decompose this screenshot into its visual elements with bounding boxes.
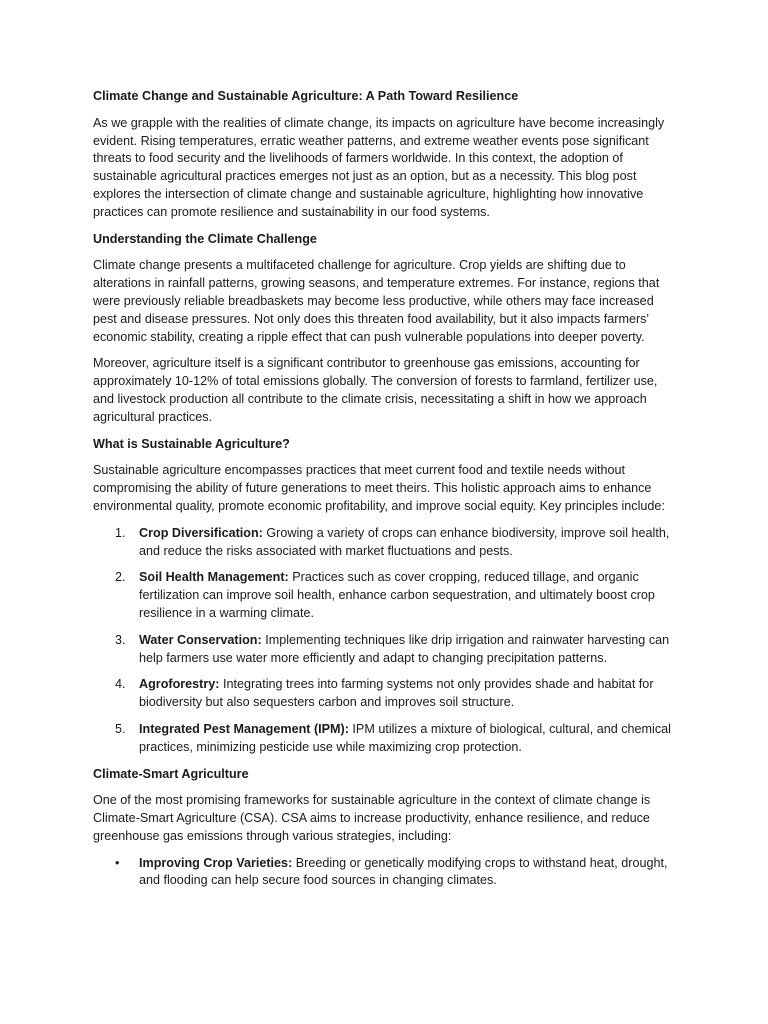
bullet-marker: •	[115, 855, 120, 870]
intro-paragraph: As we grapple with the realities of climate change, its impacts on agriculture have become increasingly evident. Rising temperatures, erratic weather patterns, and extreme weather events pose significant threats to food security and the livelihoods of farmers worldwide. In this context, the adoption of sustainable agricultural practices emerges not just as an option, but as a necessity. This blog post explores the intersection of climate change and sustainable agriculture, highlighting how innovative practices can promote resilience and sustainability in our food systems.	[93, 115, 665, 219]
list-number: 4.	[115, 677, 126, 692]
list-item-text: Breeding or genetically modifying crops to withstand heat, drought, and flooding can help secure food sources in changing climates.	[139, 855, 668, 888]
list-item-text: Integrating trees into farming systems not only provides shade and habitat for biodiversity but also sequesters carbon and improves soil structure.	[139, 677, 654, 710]
climate-challenge-paragraph-2: Moreover, agriculture itself is a significant contributor to greenhouse gas emissions, accounting for approximately 10-12% of total emissions globally. The conversion of forests to farmland, fertilizer use, and livestock production all contribute to the climate crisis, necessitating a shift in how we approach agricultural practices.	[93, 356, 658, 424]
list-number: 5.	[115, 721, 126, 736]
list-item-text: IPM utilizes a mixture of biological, cultural, and chemical practices, minimizing pesticide use while maximizing crop protection.	[139, 721, 671, 754]
list-item	[93, 632, 678, 668]
list-item-term: Integrated Pest Management (IPM):	[139, 721, 349, 736]
section-heading-sustainable-agriculture: What is Sustainable Agriculture?	[93, 436, 290, 451]
list-item	[93, 525, 678, 561]
list-item-text: Growing a variety of crops can enhance biodiversity, improve soil health, and reduce the risks associated with market fluctuations and pests.	[139, 525, 670, 558]
list-item-term: Soil Health Management:	[139, 570, 289, 585]
list-item-term: Agroforestry:	[139, 677, 220, 692]
list-item-term: Crop Diversification:	[139, 525, 263, 540]
list-item-term: Improving Crop Varieties:	[139, 855, 293, 870]
climate-challenge-paragraph-1: Climate change presents a multifaceted challenge for agriculture. Crop yields are shifting due to alterations in rainfall patterns, growing seasons, and temperature extremes. For instance, regions that were previously reliable breadbaskets may become less productive, while others may face increased pest and disease pressures. Not only does this threaten food availability, but it also impacts farmers' economic stability, creating a ripple effect that can push vulnerable populations into deeper poverty.	[93, 258, 660, 344]
document-title: Climate Change and Sustainable Agriculture: A Path Toward Resilience	[93, 89, 519, 103]
section-heading-climate-smart-agriculture: Climate-Smart Agriculture	[93, 766, 249, 781]
list-item-text: Practices such as cover cropping, reduced tillage, and organic fertilization can improve soil health, enhance carbon sequestration, and ultimately boost crop resilience in a warming climate.	[139, 570, 655, 620]
csa-strategies-list	[93, 855, 678, 891]
sustainable-agriculture-paragraph: Sustainable agriculture encompasses practices that meet current food and textile needs without compromising the ability of future generations to meet theirs. This holistic approach aims to enhance environmental quality, promote economic profitability, and improve social equity. Key principles include:	[93, 463, 665, 513]
list-item	[93, 855, 678, 891]
principles-list	[93, 525, 678, 757]
list-item	[93, 721, 678, 757]
list-item	[93, 569, 678, 622]
list-number: 3.	[115, 632, 126, 647]
list-item-text: Implementing techniques like drip irrigation and rainwater harvesting can help farmers use water more efficiently and adapt to changing precipitation patterns.	[139, 632, 670, 665]
section-heading-climate-challenge: Understanding the Climate Challenge	[93, 231, 317, 246]
list-item-term: Water Conservation:	[139, 632, 262, 647]
list-number: 1.	[115, 525, 126, 540]
climate-smart-paragraph: One of the most promising frameworks for sustainable agriculture in the context of climate change is Climate-Smart Agriculture (CSA). CSA aims to increase productivity, enhance resilience, and reduce greenhouse gas emissions through various strategies, including:	[93, 793, 651, 843]
list-item	[93, 676, 678, 712]
list-number: 2.	[115, 570, 126, 585]
